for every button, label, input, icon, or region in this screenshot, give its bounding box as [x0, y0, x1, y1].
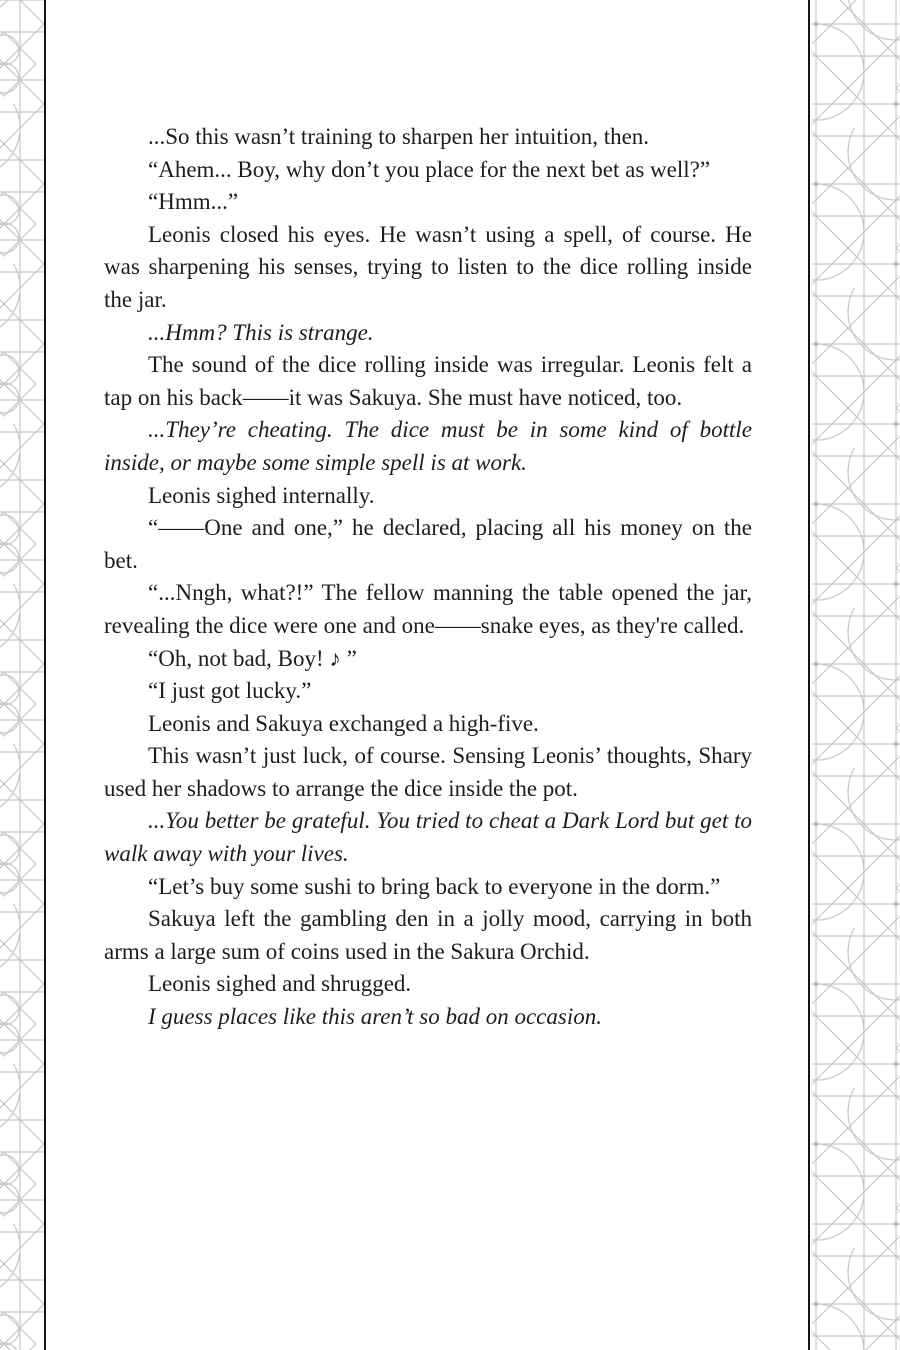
geometric-pattern-svg — [812, 0, 900, 1350]
paragraph: Leonis sighed internally. — [148, 482, 375, 508]
paragraph: “...Nngh, what?!” The fellow manning the table opened the jar, revealing the dice were one and one——snake eyes, as they're called. — [104, 580, 752, 638]
left-border-rule — [44, 0, 46, 1350]
paragraph: “Hmm...” — [148, 189, 239, 215]
paragraph: ...They’re cheating. The dice must be in some kind of bottle inside, or maybe some simple spell is at work. — [104, 417, 752, 475]
paragraph: “Ahem... Boy, why don’t you place for the next bet as well?” — [148, 156, 711, 182]
paragraph: Sakuya left the gambling den in a jolly mood, carrying in both arms a large sum of coins used in the Sakura Orchid. — [104, 906, 752, 964]
paragraph: “Let’s buy some sushi to bring back to everyone in the dorm.” — [148, 873, 721, 899]
paragraph: ...You better be grateful. You tried to cheat a Dark Lord but get to walk away with your lives. — [104, 808, 752, 867]
paragraph: Leonis and Sakuya exchanged a high-five. — [148, 710, 539, 736]
page-text — [104, 121, 752, 1034]
paragraph: “Oh, not bad, Boy! ♪ ” — [148, 645, 357, 671]
paragraph: The sound of the dice rolling inside was irregular. Leonis felt a tap on his back——it was Sakuya. She must have noticed, too. — [104, 352, 752, 410]
right-border-pattern — [812, 0, 900, 1350]
paragraph: “I just got lucky.” — [148, 678, 312, 704]
right-border-rule — [808, 0, 810, 1350]
geometric-pattern-svg — [0, 0, 44, 1350]
paragraph: “——One and one,” he declared, placing all his money on the bet. — [104, 515, 752, 573]
paragraph: I guess places like this aren’t so bad on occasion. — [148, 1004, 602, 1030]
paragraph: Leonis closed his eyes. He wasn’t using a spell, of course. He was sharpening his senses, trying to listen to the dice rolling inside the jar. — [104, 221, 752, 312]
paragraph: Leonis sighed and shrugged. — [148, 971, 412, 997]
left-border-pattern — [0, 0, 44, 1350]
paragraph: This wasn’t just luck, of course. Sensing Leonis’ thoughts, Shary used her shadows to arrange the dice inside the pot. — [104, 743, 752, 801]
paragraph: ...Hmm? This is strange. — [148, 319, 374, 345]
paragraph: ...So this wasn’t training to sharpen her intuition, then. — [148, 124, 650, 149]
